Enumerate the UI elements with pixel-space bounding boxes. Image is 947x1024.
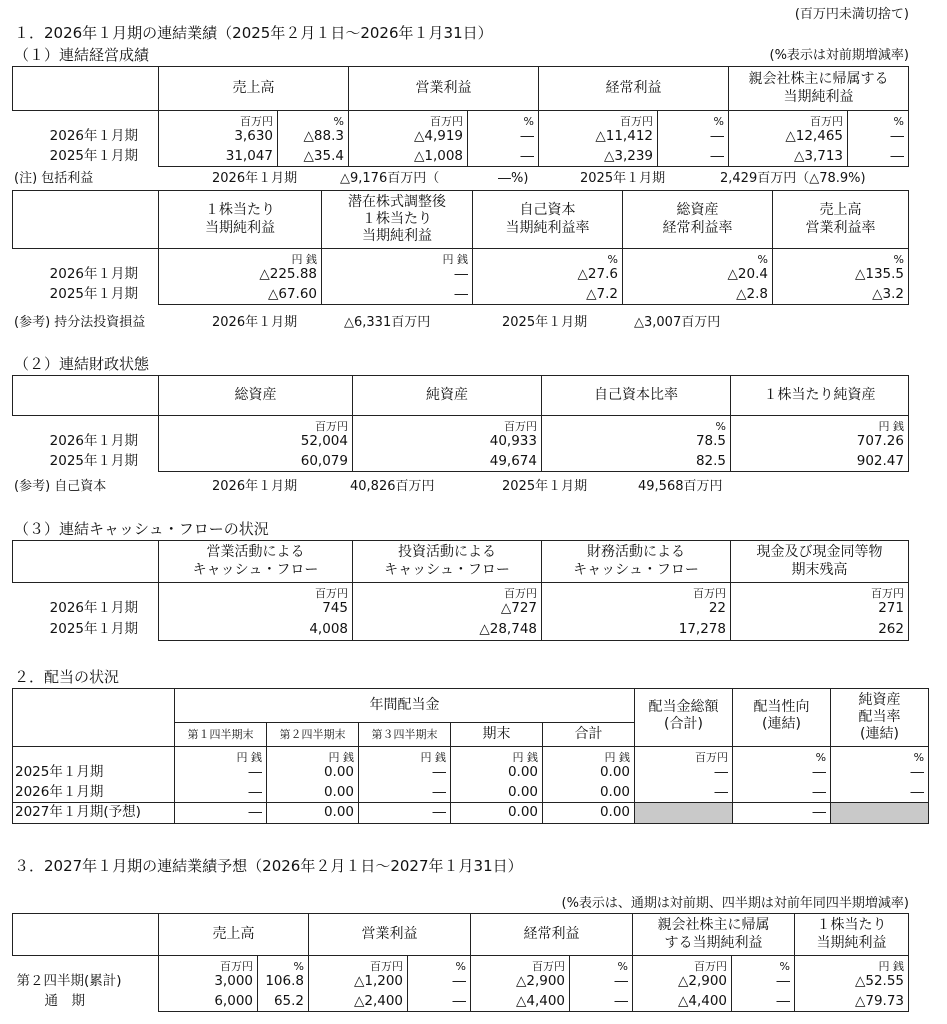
value-cell: △28,748 <box>353 620 542 641</box>
corner-cell <box>13 67 159 111</box>
table-row <box>13 127 909 147</box>
table-row <box>13 265 909 285</box>
value-cell: 0.00 <box>543 803 635 824</box>
value-cell: △20.4 <box>623 265 773 285</box>
unit-row-label <box>13 956 159 972</box>
header-payout-ratio: 配当性向 (連結) <box>733 689 831 747</box>
header-q3-end: 第３四半期末 <box>359 723 451 747</box>
value-cell: 745 <box>159 599 353 620</box>
header-dividend-on-equity: 純資産 配当率 (連結) <box>831 689 929 747</box>
equity-method-period1: 2026年１月期 <box>212 315 298 330</box>
value-cell: △11,412 <box>539 127 658 147</box>
value-cell: ― <box>848 127 909 147</box>
operating-results-note: (%表示は対前期増減率) <box>769 48 909 63</box>
unit-cell: % <box>733 747 831 763</box>
row-label: 2026年１月期 <box>13 783 175 803</box>
header-cash-end: 現金及び現金同等物 期末残高 <box>731 541 909 583</box>
unit-row-label <box>13 583 159 599</box>
row-label: 2025年１月期 <box>49 452 138 469</box>
unit-cell: 百万円 <box>159 956 258 972</box>
value-cell: ― <box>175 763 267 783</box>
corner-cell <box>13 689 175 747</box>
cash-flows-table <box>12 540 909 641</box>
row-label: 2026年１月期 <box>49 432 138 449</box>
unit-cell: % <box>408 956 471 972</box>
header-total-dividends: 配当金総額 (合計) <box>635 689 733 747</box>
header-diluted-eps: 潜在株式調整後 １株当たり 当期純利益 <box>322 191 473 249</box>
header-eps: １株当たり 当期純利益 <box>795 914 909 956</box>
header-roa: 総資産 経常利益率 <box>623 191 773 249</box>
header-net-sales: 売上高 <box>159 67 349 111</box>
value-cell: △7.2 <box>473 285 623 305</box>
corner-cell <box>13 541 159 583</box>
unit-cell: % <box>848 111 909 127</box>
value-cell: ― <box>408 992 471 1012</box>
unit-cell: 円 銭 <box>359 747 451 763</box>
value-cell: △52.55 <box>795 972 909 992</box>
dividends-table <box>12 688 929 824</box>
value-cell: △67.60 <box>159 285 322 305</box>
unit-cell: 百万円 <box>731 583 909 599</box>
table-row <box>13 803 929 824</box>
comprehensive-income-period2: 2025年１月期 <box>580 171 666 186</box>
table-row <box>13 285 909 305</box>
financial-position-table <box>12 375 909 472</box>
row-label: 2026年１月期 <box>49 265 138 282</box>
unit-row-label <box>13 747 175 763</box>
unit-cell: 百万円 <box>539 111 658 127</box>
header-financing-cf: 財務活動による キャッシュ・フロー <box>542 541 731 583</box>
header-net-income-parent: 親会社株主に帰属 する当期純利益 <box>633 914 795 956</box>
value-cell: 31,047 <box>159 147 278 167</box>
value-cell: 3,000 <box>159 972 258 992</box>
unit-cell: 円 銭 <box>322 249 473 265</box>
unit-cell: % <box>468 111 539 127</box>
header-ordinary-income: 経常利益 <box>539 67 729 111</box>
table-row <box>13 972 909 992</box>
header-dividend-total: 合計 <box>543 723 635 747</box>
header-q2-end: 第２四半期末 <box>267 723 359 747</box>
table-row <box>13 147 909 167</box>
header-eps: １株当たり 当期純利益 <box>159 191 322 249</box>
header-year-end: 期末 <box>451 723 543 747</box>
value-cell: △1,008 <box>349 147 468 167</box>
header-net-sales: 売上高 <box>159 914 309 956</box>
value-cell: ― <box>570 972 633 992</box>
value-cell: 0.00 <box>267 803 359 824</box>
dividends-title: ２．配当の状況 <box>14 668 120 686</box>
header-ordinary-income: 経常利益 <box>471 914 633 956</box>
unit-cell: 円 銭 <box>451 747 543 763</box>
value-cell: 271 <box>731 599 909 620</box>
unit-cell: 百万円 <box>309 956 408 972</box>
row-label: 2025年１月期 <box>13 763 175 783</box>
unit-cell: % <box>278 111 349 127</box>
shaded-cell <box>635 803 733 824</box>
row-label: 通 期 <box>44 992 85 1009</box>
shaded-cell <box>831 803 929 824</box>
value-cell: 0.00 <box>451 763 543 783</box>
value-cell: 6,000 <box>159 992 258 1012</box>
value-cell: △12,465 <box>729 127 848 147</box>
value-cell: △225.88 <box>159 265 322 285</box>
cash-flows-title: （３）連結キャッシュ・フローの状況 <box>14 520 269 538</box>
forecast-title: ３．2027年１月期の連結業績予想（2026年２月１日～2027年１月31日） <box>14 857 523 875</box>
value-cell: △3,713 <box>729 147 848 167</box>
truncation-note: (百万円未満切捨て) <box>794 7 909 22</box>
value-cell: ― <box>732 972 795 992</box>
unit-cell: 百万円 <box>729 111 848 127</box>
value-cell: 17,278 <box>542 620 731 641</box>
value-cell: ― <box>468 147 539 167</box>
value-cell: △27.6 <box>473 265 623 285</box>
value-cell: ― <box>359 803 451 824</box>
value-cell: ― <box>658 147 729 167</box>
unit-cell: 百万円 <box>349 111 468 127</box>
value-cell: ― <box>635 763 733 783</box>
value-cell: ― <box>359 783 451 803</box>
unit-cell: % <box>831 747 929 763</box>
value-cell: ― <box>408 972 471 992</box>
unit-cell: % <box>732 956 795 972</box>
value-cell: ― <box>359 763 451 783</box>
header-net-income-parent: 親会社株主に帰属する 当期純利益 <box>729 67 909 111</box>
unit-cell: % <box>658 111 729 127</box>
header-bps: １株当たり純資産 <box>731 376 909 416</box>
value-cell: ― <box>322 285 473 305</box>
value-cell: △727 <box>353 599 542 620</box>
table-row <box>13 783 929 803</box>
corner-cell <box>13 191 159 249</box>
value-cell: △2,900 <box>471 972 570 992</box>
value-cell: ― <box>831 783 929 803</box>
value-cell: 0.00 <box>543 763 635 783</box>
unit-cell: 円 銭 <box>795 956 909 972</box>
value-cell: 65.2 <box>258 992 309 1012</box>
unit-cell: 百万円 <box>353 583 542 599</box>
unit-cell: % <box>773 249 909 265</box>
corner-cell <box>13 914 159 956</box>
row-label: 2026年１月期 <box>49 127 138 144</box>
value-cell: 4,008 <box>159 620 353 641</box>
unit-cell: 百万円 <box>471 956 570 972</box>
forecast-note: (%表示は、通期は対前期、四半期は対前年同四半期増減率) <box>561 896 909 911</box>
header-operating-income: 営業利益 <box>309 914 471 956</box>
value-cell: △3,239 <box>539 147 658 167</box>
unit-cell: % <box>473 249 623 265</box>
value-cell: △4,400 <box>633 992 732 1012</box>
table-row <box>13 432 909 452</box>
unit-cell: % <box>258 956 309 972</box>
value-cell: ― <box>848 147 909 167</box>
unit-cell: % <box>542 416 731 432</box>
unit-cell: 円 銭 <box>267 747 359 763</box>
value-cell: 0.00 <box>267 783 359 803</box>
section1-title: １．2026年１月期の連結業績（2025年２月１日～2026年１月31日） <box>14 24 493 42</box>
value-cell: 3,630 <box>159 127 278 147</box>
unit-cell: 百万円 <box>353 416 542 432</box>
equity-capital-period1: 2026年１月期 <box>212 479 298 494</box>
value-cell: 0.00 <box>267 763 359 783</box>
equity-method-label: (参考) 持分法投資損益 <box>14 315 146 330</box>
table-row <box>13 599 909 620</box>
value-cell: ― <box>175 803 267 824</box>
unit-row-label <box>13 111 159 127</box>
unit-cell: 円 銭 <box>159 249 322 265</box>
value-cell: △4,400 <box>471 992 570 1012</box>
row-label: 2025年１月期 <box>49 285 138 302</box>
value-cell: △2.8 <box>623 285 773 305</box>
equity-capital-period2: 2025年１月期 <box>502 479 588 494</box>
unit-row-label <box>13 416 159 432</box>
header-operating-income: 営業利益 <box>349 67 539 111</box>
value-cell: △2,400 <box>309 992 408 1012</box>
unit-cell: 百万円 <box>159 111 278 127</box>
header-investing-cf: 投資活動による キャッシュ・フロー <box>353 541 542 583</box>
value-cell: ― <box>468 127 539 147</box>
equity-capital-label: (参考) 自己資本 <box>14 479 107 494</box>
equity-method-period2: 2025年１月期 <box>502 315 588 330</box>
per-share-table <box>12 190 909 305</box>
unit-cell: 百万円 <box>159 583 353 599</box>
financial-position-title: （２）連結財政状態 <box>14 355 150 373</box>
value-cell: △2,900 <box>633 972 732 992</box>
value-cell: 0.00 <box>451 783 543 803</box>
unit-cell: % <box>623 249 773 265</box>
comprehensive-income-label: (注) 包括利益 <box>14 171 94 186</box>
value-cell: △35.4 <box>278 147 349 167</box>
equity-method-value2: △3,007百万円 <box>634 315 721 330</box>
comprehensive-income-period1: 2026年１月期 <box>212 171 298 186</box>
value-cell: 262 <box>731 620 909 641</box>
value-cell: ― <box>322 265 473 285</box>
header-total-assets: 総資産 <box>159 376 353 416</box>
row-label: 2025年１月期 <box>49 147 138 164</box>
equity-capital-value2: 49,568百万円 <box>638 479 723 494</box>
value-cell: △135.5 <box>773 265 909 285</box>
value-cell: 82.5 <box>542 452 731 472</box>
value-cell: ― <box>733 783 831 803</box>
value-cell: 40,933 <box>353 432 542 452</box>
value-cell: ― <box>175 783 267 803</box>
value-cell: △79.73 <box>795 992 909 1012</box>
value-cell: ― <box>831 763 929 783</box>
header-operating-cf: 営業活動による キャッシュ・フロー <box>159 541 353 583</box>
unit-row-label <box>13 249 159 265</box>
unit-cell: % <box>570 956 633 972</box>
value-cell: 60,079 <box>159 452 353 472</box>
comprehensive-income-value2: 2,429百万円（△78.9%) <box>720 171 866 186</box>
comprehensive-income-change1: ―%) <box>498 171 529 186</box>
value-cell: △1,200 <box>309 972 408 992</box>
operating-results-table <box>12 66 909 167</box>
unit-cell: 円 銭 <box>543 747 635 763</box>
header-net-assets: 純資産 <box>353 376 542 416</box>
header-q1-end: 第１四半期末 <box>175 723 267 747</box>
header-equity-ratio: 自己資本比率 <box>542 376 731 416</box>
value-cell: 49,674 <box>353 452 542 472</box>
value-cell: ― <box>732 992 795 1012</box>
value-cell: ― <box>733 763 831 783</box>
value-cell: 0.00 <box>451 803 543 824</box>
unit-cell: 百万円 <box>635 747 733 763</box>
value-cell: 22 <box>542 599 731 620</box>
value-cell: ― <box>635 783 733 803</box>
value-cell: ― <box>733 803 831 824</box>
unit-cell: 百万円 <box>542 583 731 599</box>
value-cell: △4,919 <box>349 127 468 147</box>
value-cell: 78.5 <box>542 432 731 452</box>
table-row <box>13 763 929 783</box>
value-cell: ― <box>570 992 633 1012</box>
header-operating-margin: 売上高 営業利益率 <box>773 191 909 249</box>
value-cell: 0.00 <box>543 783 635 803</box>
equity-capital-value1: 40,826百万円 <box>350 479 435 494</box>
value-cell: 52,004 <box>159 432 353 452</box>
value-cell: △3.2 <box>773 285 909 305</box>
value-cell: 902.47 <box>731 452 909 472</box>
corner-cell <box>13 376 159 416</box>
table-row <box>13 992 909 1012</box>
header-annual-dividends: 年間配当金 <box>175 689 635 723</box>
comprehensive-income-value1: △9,176百万円（ <box>340 171 440 186</box>
value-cell: △88.3 <box>278 127 349 147</box>
value-cell: ― <box>658 127 729 147</box>
forecast-table <box>12 913 909 1012</box>
unit-cell: 百万円 <box>159 416 353 432</box>
header-roe: 自己資本 当期純利益率 <box>473 191 623 249</box>
value-cell: 106.8 <box>258 972 309 992</box>
value-cell: 707.26 <box>731 432 909 452</box>
row-label: 2027年１月期(予想) <box>13 803 175 824</box>
equity-method-value1: △6,331百万円 <box>344 315 431 330</box>
row-label: 第２四半期(累計) <box>16 972 122 989</box>
table-row <box>13 452 909 472</box>
unit-cell: 円 銭 <box>175 747 267 763</box>
unit-cell: 百万円 <box>633 956 732 972</box>
table-row <box>13 620 909 641</box>
row-label: 2026年１月期 <box>49 600 138 617</box>
unit-cell: 円 銭 <box>731 416 909 432</box>
operating-results-title: （１）連結経営成績 <box>14 46 150 64</box>
row-label: 2025年１月期 <box>49 621 138 638</box>
